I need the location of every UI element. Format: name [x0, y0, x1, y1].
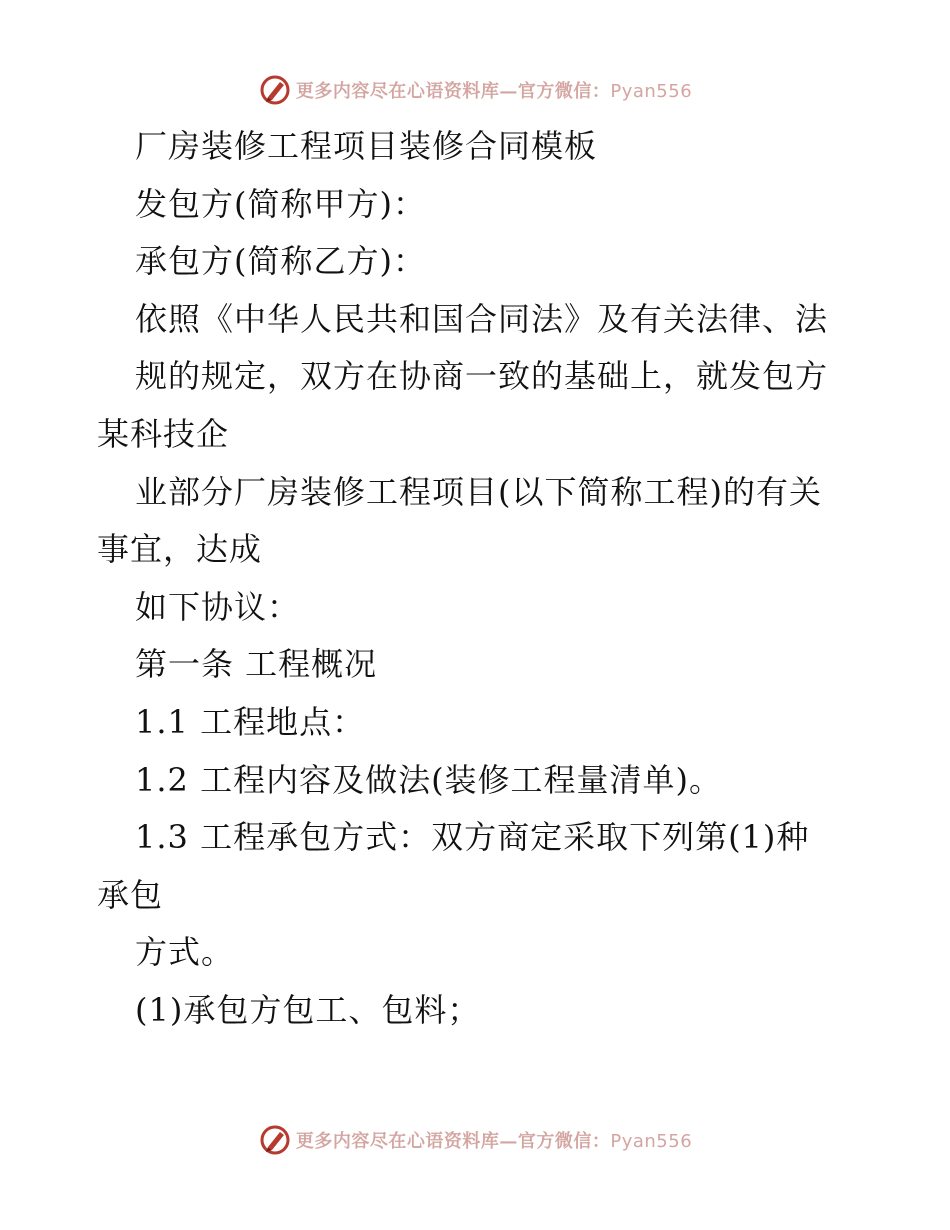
header-watermark [0, 70, 950, 110]
paragraph-line: 规的规定，双方在协商一致的基础上，就发包方 [135, 357, 829, 396]
document-body [97, 118, 877, 1040]
pen-logo-icon [258, 73, 292, 107]
paragraph-line: 业部分厂房装修工程项目(以下简称工程)的有关 [135, 472, 822, 511]
watermark-text [296, 77, 692, 103]
footer-watermark [0, 1120, 950, 1160]
paragraph-line: 某科技企 [97, 414, 230, 453]
party-b-line: 承包方(简称乙方)： [135, 242, 426, 281]
watermark-text [296, 1127, 692, 1153]
party-a-line: 发包方(简称甲方)： [135, 184, 426, 223]
pen-logo-icon [258, 1123, 292, 1157]
list-item: (1)承包方包工、包料； [135, 990, 481, 1029]
clause-1-3: 1.3 工程承包方式：双方商定采取下列第(1)种 [135, 818, 810, 857]
paragraph-line: 承包 [97, 875, 164, 914]
section-heading: 第一条 工程概况 [135, 645, 378, 684]
paragraph-line: 方式。 [135, 933, 235, 972]
paragraph-line: 依照《中华人民共和国合同法》及有关法律、法 [135, 299, 829, 338]
watermark-brand: 更多内容尽在心语资料库—官方微信： [295, 81, 611, 102]
watermark-handle: Pyan556 [610, 81, 693, 102]
document-title: 厂房装修工程项目装修合同模板 [135, 127, 598, 165]
paragraph-line: 如下协议： [135, 587, 301, 626]
paragraph-line: 事宜，达成 [97, 530, 263, 569]
watermark-brand: 更多内容尽在心语资料库—官方微信： [295, 1131, 611, 1152]
watermark-handle: Pyan556 [610, 1131, 693, 1152]
clause-1-1: 1.1 工程地点： [135, 702, 366, 741]
clause-1-2: 1.2 工程内容及做法(装修工程量清单)。 [135, 760, 723, 799]
